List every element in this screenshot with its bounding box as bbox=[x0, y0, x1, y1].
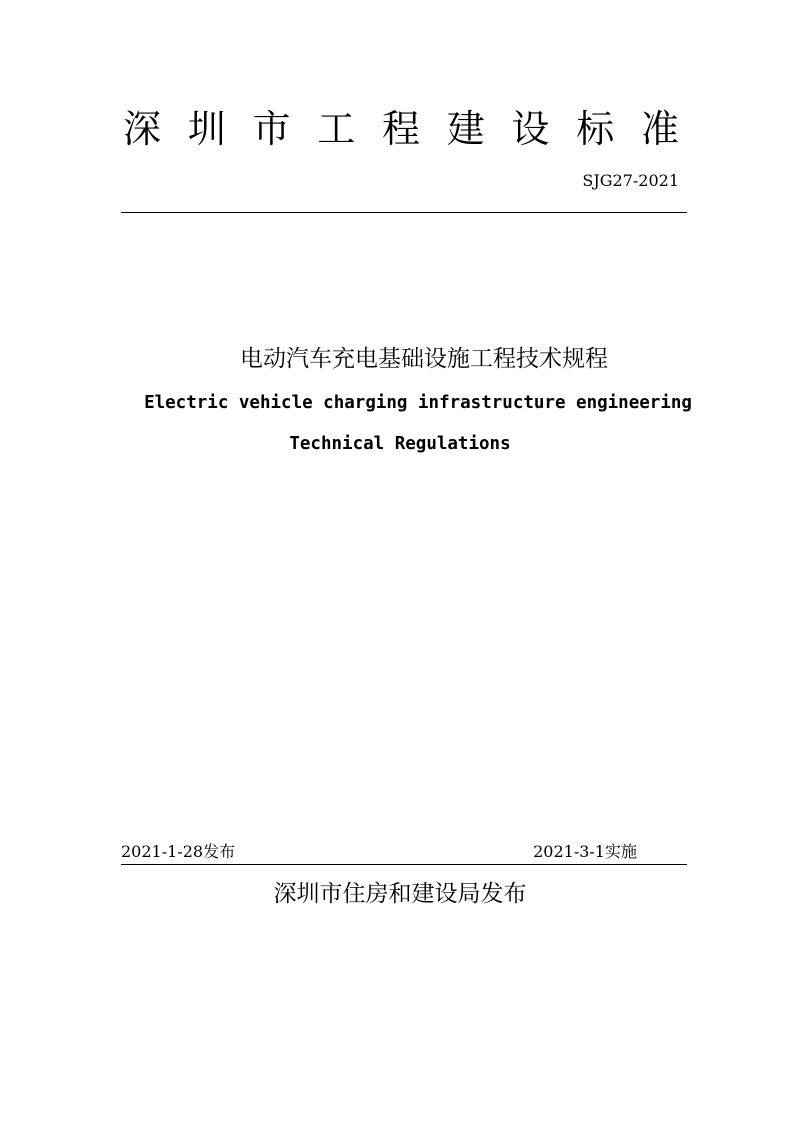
issue-date: 2021-1-28发布 bbox=[121, 842, 236, 861]
document-title-english-line1: Electric vehicle charging infrastructure engineering bbox=[144, 393, 692, 413]
series-title-char: 深 bbox=[122, 107, 161, 151]
publisher: 深圳市住房和建设局发布 bbox=[273, 881, 527, 907]
footer-divider bbox=[121, 864, 687, 865]
series-title-char: 圳 bbox=[187, 107, 226, 151]
series-title-char: 市 bbox=[252, 107, 291, 151]
series-title-char: 工 bbox=[317, 107, 356, 151]
series-title-char: 准 bbox=[640, 107, 679, 151]
series-title-char: 标 bbox=[576, 107, 615, 151]
standard-series-title bbox=[120, 104, 682, 154]
header-divider bbox=[121, 212, 687, 213]
document-title-english-line2: Technical Regulations bbox=[289, 434, 511, 454]
series-title-char: 设 bbox=[511, 107, 550, 151]
series-title-char: 程 bbox=[381, 107, 420, 151]
implementation-date: 2021-3-1实施 bbox=[533, 842, 637, 861]
standard-number: SJG27-2021 bbox=[582, 171, 679, 190]
document-title-chinese: 电动汽车充电基础设施工程技术规程 bbox=[240, 346, 608, 372]
series-title-char: 建 bbox=[446, 107, 485, 151]
